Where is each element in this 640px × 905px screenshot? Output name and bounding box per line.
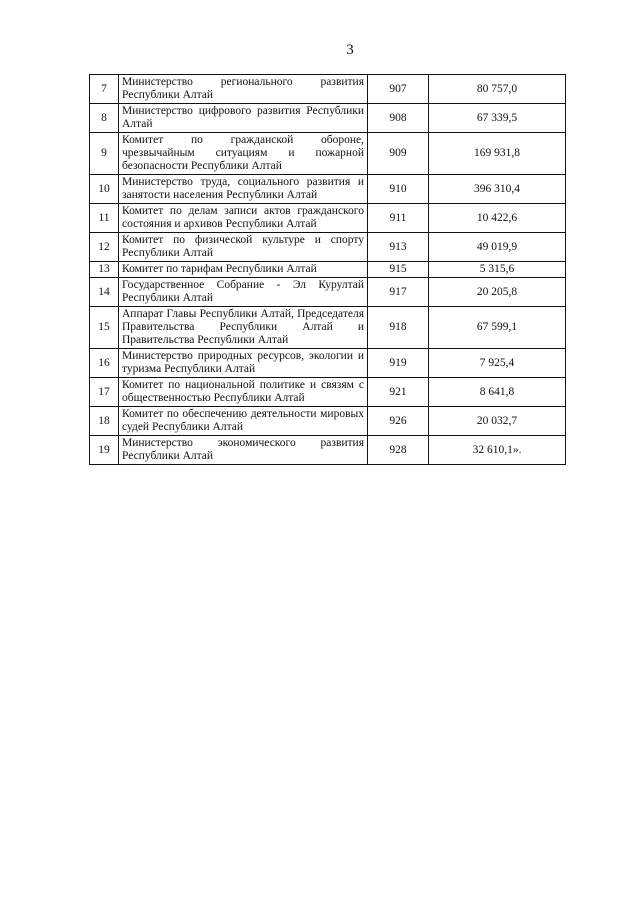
amount-cell: 169 931,8	[429, 133, 566, 175]
organization-name-cell: Министерство цифрового развития Республики Алтай	[119, 104, 368, 133]
table-row	[90, 204, 566, 233]
organization-name-cell: Комитет по тарифам Республики Алтай	[119, 262, 368, 278]
organization-name-cell: Министерство экономического развития Республики Алтай	[119, 436, 368, 465]
row-number-cell: 19	[90, 436, 119, 465]
organization-name-cell: Комитет по национальной политике и связям с общественностью Республики Алтай	[119, 378, 368, 407]
table-row	[90, 278, 566, 307]
table-row	[90, 407, 566, 436]
row-number-cell: 10	[90, 175, 119, 204]
row-number-cell: 13	[90, 262, 119, 278]
organization-name-cell: Государственное Собрание - Эл Курултай Республики Алтай	[119, 278, 368, 307]
table-row	[90, 104, 566, 133]
budget-table	[89, 74, 566, 465]
table-row	[90, 175, 566, 204]
row-number-cell: 12	[90, 233, 119, 262]
row-number-cell: 11	[90, 204, 119, 233]
table-row	[90, 75, 566, 104]
organization-name-cell: Комитет по физической культуре и спорту Республики Алтай	[119, 233, 368, 262]
amount-cell: 67 339,5	[429, 104, 566, 133]
table-row	[90, 133, 566, 175]
department-code-cell: 919	[368, 349, 429, 378]
row-number-cell: 17	[90, 378, 119, 407]
amount-cell: 20 205,8	[429, 278, 566, 307]
row-number-cell: 14	[90, 278, 119, 307]
row-number-cell: 15	[90, 307, 119, 349]
row-number-cell: 9	[90, 133, 119, 175]
budget-table-body	[90, 75, 566, 465]
department-code-cell: 909	[368, 133, 429, 175]
department-code-cell: 921	[368, 378, 429, 407]
page-number: 3	[346, 42, 354, 58]
department-code-cell: 907	[368, 75, 429, 104]
department-code-cell: 926	[368, 407, 429, 436]
department-code-cell: 918	[368, 307, 429, 349]
organization-name-cell: Министерство природных ресурсов, экологии и туризма Республики Алтай	[119, 349, 368, 378]
organization-name-cell: Комитет по обеспечению деятельности мировых судей Республики Алтай	[119, 407, 368, 436]
department-code-cell: 917	[368, 278, 429, 307]
organization-name-cell: Министерство труда, социального развития и занятости населения Республики Алтай	[119, 175, 368, 204]
table-row	[90, 436, 566, 465]
department-code-cell: 908	[368, 104, 429, 133]
organization-name-cell: Министерство регионального развития Республики Алтай	[119, 75, 368, 104]
amount-cell: 7 925,4	[429, 349, 566, 378]
amount-cell: 20 032,7	[429, 407, 566, 436]
department-code-cell: 928	[368, 436, 429, 465]
department-code-cell: 913	[368, 233, 429, 262]
department-code-cell: 915	[368, 262, 429, 278]
row-number-cell: 8	[90, 104, 119, 133]
amount-cell: 8 641,8	[429, 378, 566, 407]
amount-cell: 396 310,4	[429, 175, 566, 204]
amount-cell: 5 315,6	[429, 262, 566, 278]
department-code-cell: 911	[368, 204, 429, 233]
organization-name-cell: Комитет по гражданской обороне, чрезвычайным ситуациям и пожарной безопасности Республики Алтай	[119, 133, 368, 175]
amount-cell: 10 422,6	[429, 204, 566, 233]
row-number-cell: 16	[90, 349, 119, 378]
amount-cell: 80 757,0	[429, 75, 566, 104]
amount-cell: 49 019,9	[429, 233, 566, 262]
table-row	[90, 349, 566, 378]
table-row	[90, 307, 566, 349]
amount-cell: 32 610,1».	[429, 436, 566, 465]
organization-name-cell: Комитет по делам записи актов гражданского состояния и архивов Республики Алтай	[119, 204, 368, 233]
amount-cell: 67 599,1	[429, 307, 566, 349]
organization-name-cell: Аппарат Главы Республики Алтай, Председателя Правительства Республики Алтай и Правительства Республики Алтай	[119, 307, 368, 349]
table-row	[90, 262, 566, 278]
department-code-cell: 910	[368, 175, 429, 204]
table-row	[90, 233, 566, 262]
table-row	[90, 378, 566, 407]
row-number-cell: 7	[90, 75, 119, 104]
row-number-cell: 18	[90, 407, 119, 436]
